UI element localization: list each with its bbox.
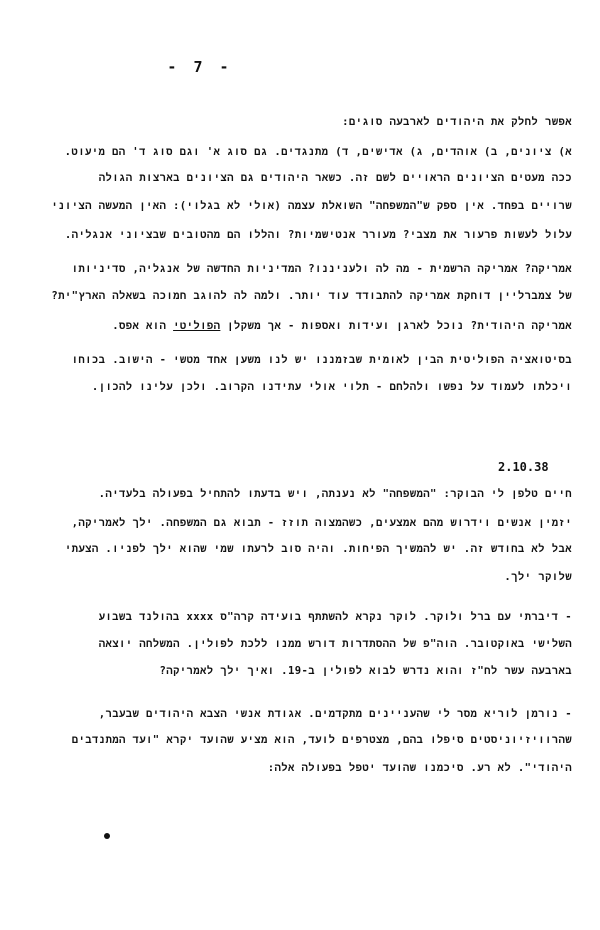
paragraph-line: - דיברתי עם ברל ולוקר. לוקר נקרא להשתתף בועידה קרה"ס xxxx בהולנד בשבוע (98, 611, 572, 623)
paragraph-line: אפשר לחלק את היהודים לארבעה סוגים: (342, 116, 572, 128)
diary-date: 2.10.38 (498, 460, 549, 474)
paragraph-line: בסיטואציה הפוליטית הבין לאומית שבזמננו יש לנו משען אחד מטשי - הישוב. בכוחו (71, 354, 572, 366)
paragraph-line: - נורמן לוריא מסר לי שהעניינים מתקדמים. אגודת אנשי הצבא היהודים שבעבר, (98, 708, 572, 720)
text-run: אמריקה היהודית? נוכל לארגן ועידות ואספות - אך משקלן (220, 320, 572, 332)
text-run: הוא אפס. (112, 320, 174, 332)
paragraph-line: ככה מעטים הציונים הראויים לשם זה. כשאר היהודים גם הציונים בארצות הגולה (98, 172, 572, 184)
paragraph-line: א) ציונים, ב) אוהדים, ג) אדישים, ד) מתנגדים. גם סוג א' וגם סוג ד' הם מיעוט. (64, 146, 572, 158)
underlined-word: הפוליטי (173, 320, 221, 332)
ink-dot (104, 833, 110, 839)
paragraph-line: שלוקר ילך. (504, 571, 572, 583)
paragraph-line: השלישי באוקטובר. הוה"פ של ההסתדרות דורש ממנו ללכת לפולין. המשלחה יוצאה (98, 638, 572, 650)
paragraph-line: בארבעה עשר לח"ז והוא נדרש לבוא לפולין ב-19. ואיך ילך לאמריקה? (159, 665, 572, 677)
paragraph-line: אמריקה? אמריקה הרשמית - מה לה ולעניננו? המדיניות החדשה של אנגליה, סדיניותו (71, 263, 572, 275)
paragraph-line: של צמברליין דוחקת אמריקה להתבודד עוד יותר. ולמה לה להוגב חמוכה בשאלה הארץ"ית? (51, 290, 572, 302)
paragraph-line: היהודי". לא רע. סיכמנו שהועד יטפל בפעולה אלה: (267, 762, 572, 774)
page-number: - 7 - (167, 58, 233, 76)
paragraph-line: עלול לעשות פרעור את מצבי? מעורר אנטישמיות? והללו הם מהטובים שבציוני אנגליה. (64, 229, 572, 241)
paragraph-line: אבל לא בחודש זה. יש להמשיך הפיחות. והיה סוב לרעתו שמי שהוא ילך לפניו. הצעתי (64, 543, 572, 555)
paragraph-line: שרויים בפחד. אין ספק ש"המשפחה" השואלת עצמה (אולי לא בגלוי): האין המעשה הציוני (51, 200, 572, 212)
paragraph-line: חיים טלפן לי הבוקר: "המשפחה" לא נענתה, ויש בדעתו להתחיל בפעולה בלעדיה. (98, 488, 572, 500)
paragraph-line: יזמין אנשים וידרוש מהם אמצעים, כשהמצוה תוזז - תבוא גם המשפחה. ילך לאמריקה, (71, 517, 572, 529)
paragraph-line-underlined (112, 319, 572, 333)
paragraph-line: שהרוויזיוניסטים סיפלו בהם, מצטרפים לועד, הוא מציע שהועד יקרא "ועד המתנדבים (71, 734, 572, 746)
paragraph-line: ויכלתו לעמוד על נפשו ולהלחם - תלוי אולי עתידנו הקרוב. ולכן עלינו להכון. (91, 381, 572, 393)
